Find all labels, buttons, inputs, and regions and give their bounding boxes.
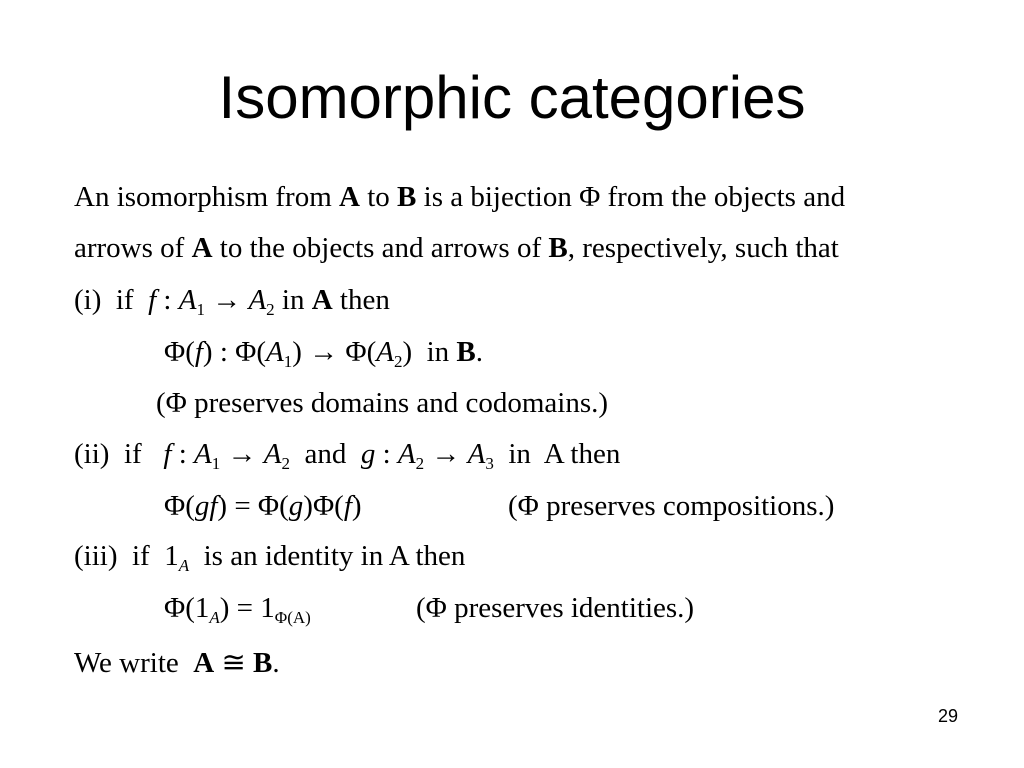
condition-2-note: (Φ preserves compositions.) [508, 490, 835, 522]
definition-text: is a bijection Φ from the objects and [416, 181, 846, 213]
definition-text: to the objects and arrows of [212, 232, 549, 264]
conclusion-line: We write A ≅ B. [74, 647, 280, 679]
category-a: A [339, 181, 360, 213]
condition-marker: (i) [74, 284, 102, 316]
if-word: if [115, 284, 134, 316]
category-a: A [191, 232, 213, 264]
definition-line-1 [74, 179, 845, 215]
definition-line-2 [74, 230, 839, 266]
definition-text: arrows of [74, 232, 192, 264]
page-number: 29 [938, 706, 959, 726]
slide-title: Isomorphic categories [218, 64, 806, 131]
definition-text: , respectively, such that [567, 232, 839, 264]
condition-1-result: Φ(f) : $\Phi(A_1) \to \Phi(A_2)$ in B. [164, 336, 484, 371]
condition-3-result: $\Phi(1_A) = 1_{\Phi(A)}$ [164, 592, 311, 627]
condition-marker: (iii) [74, 540, 118, 572]
condition-3-note: (Φ preserves identities.) [416, 592, 695, 624]
category-b: B [397, 181, 417, 213]
definition-text: to [359, 181, 398, 213]
definition-text: An isomorphism from [74, 181, 340, 213]
condition-2-line: (ii) if f : $A_1 \to A_2$ and g : $A_2 \to A_3$ in A then [74, 438, 621, 473]
condition-1-line: (i) if f : $A_1 \to A_2$ in A then [74, 284, 390, 319]
condition-2-result: Φ(gf) = Φ(g)Φ(f) [164, 490, 362, 522]
condition-marker: (ii) [74, 438, 110, 470]
if-word: if [132, 540, 150, 572]
condition-3-line: (iii) if $1_A$ is an identity in A then [74, 540, 466, 575]
category-b: B [548, 232, 568, 264]
math-f: f [148, 284, 157, 316]
if-word: if [123, 438, 142, 470]
condition-1-note: (Φ preserves domains and codomains.) [156, 387, 609, 419]
